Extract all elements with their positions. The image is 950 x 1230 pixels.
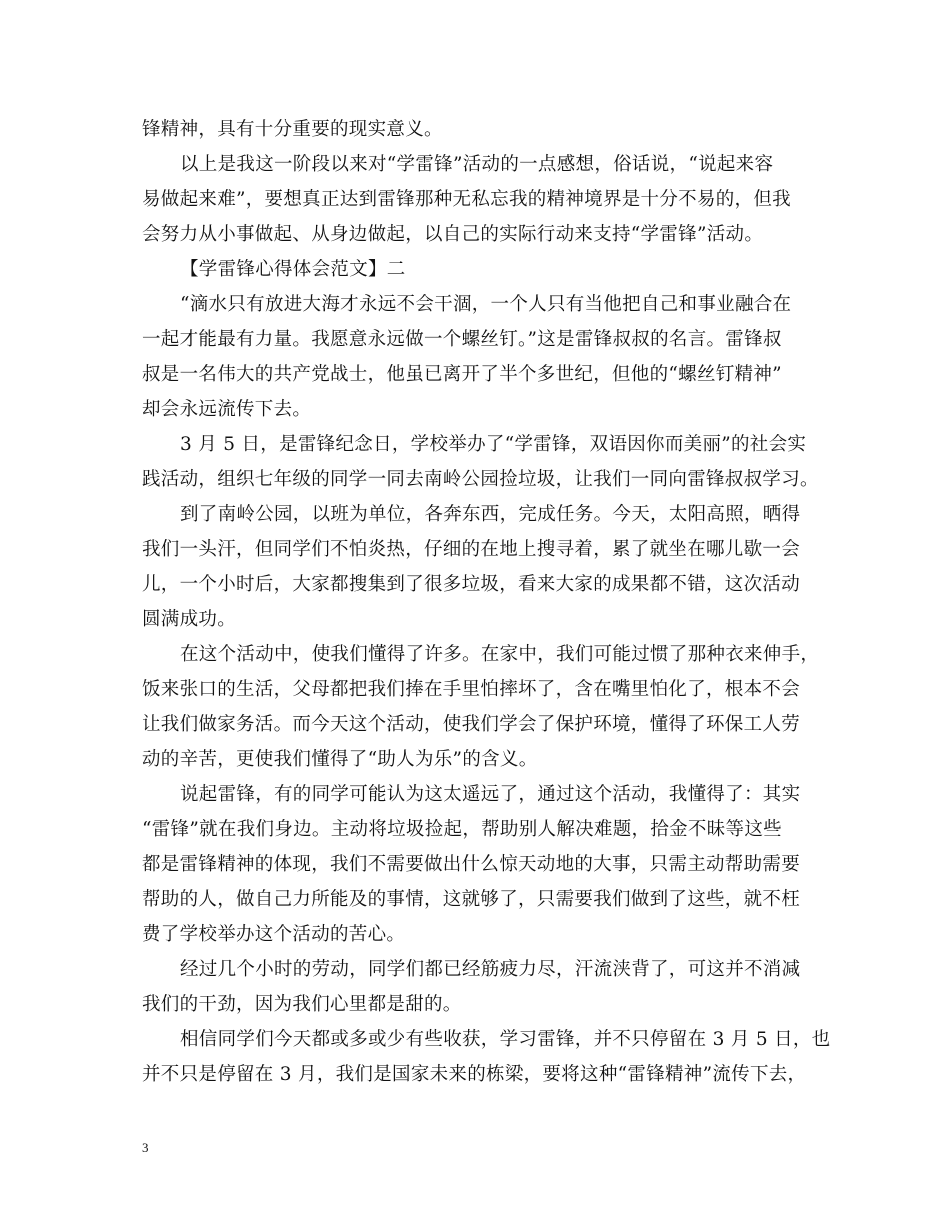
body-line: 我们的干劲，因为我们心里都是甜的。: [142, 994, 462, 1015]
body-line: 费了学校举办这个活动的苦心。: [142, 924, 406, 945]
body-line: 饭来张口的生活，父母都把我们捧在手里怕摔坏了，含在嘴里怕化了，根本不会: [142, 679, 801, 700]
body-line: 以上是我这一阶段以来对“学雷锋”活动的一点感想，俗话说，“说起来容: [180, 154, 774, 175]
body-line: 到了南岭公园，以班为单位，各奔东西，完成任务。今天，太阳高照，晒得: [180, 504, 801, 525]
body-line: 却会永远流传下去。: [142, 399, 312, 420]
body-line: 在这个活动中，使我们懂得了许多。在家中，我们可能过惯了那种衣来伸手，: [180, 644, 820, 665]
body-line: 践活动，组织七年级的同学一同去南岭公园捡垃圾，让我们一同向雷锋叔叔学习。: [142, 469, 819, 490]
body-line: 易做起来难”，要想真正达到雷锋那种无私忘我的精神境界是十分不易的，但我: [142, 189, 791, 210]
body-line: “雷锋”就在我们身边。主动将垃圾捡起，帮助别人解决难题，拾金不昧等这些: [142, 819, 782, 840]
body-line: 相信同学们今天都或多或少有些收获，学习雷锋，并不只停留在 3 月 5 日，也: [180, 1029, 831, 1050]
body-line: 经过几个小时的劳动，同学们都已经筋疲力尽，汗流浃背了，可这并不消减: [180, 959, 801, 980]
body-line: 让我们做家务活。而今天这个活动，使我们学会了保护环境，懂得了环保工人劳: [142, 714, 801, 735]
body-line: 说起雷锋，有的同学可能认为这太遥远了，通过这个活动，我懂得了：其实: [180, 784, 801, 805]
body-line: 动的辛苦，更使我们懂得了“助人为乐”的含义。: [142, 749, 538, 770]
body-line: 3 月 5 日，是雷锋纪念日，学校举办了“学雷锋，双语因你而美丽”的社会实: [180, 434, 807, 455]
body-line: 会努力从小事做起、从身边做起，以自己的实际行动来支持“学雷锋”活动。: [142, 224, 764, 245]
body-line: 帮助的人，做自己力所能及的事情，这就够了，只需要我们做到了这些，就不枉: [142, 889, 801, 910]
page-number: 3: [142, 1140, 149, 1155]
body-line: 一起才能最有力量。我愿意永远做一个螺丝钉。”这是雷锋叔叔的名言。雷锋叔: [142, 329, 782, 350]
body-line: 儿，一个小时后，大家都搜集到了很多垃圾，看来大家的成果都不错，这次活动: [142, 574, 801, 595]
body-line: 锋精神，具有十分重要的现实意义。: [142, 119, 443, 140]
body-line: 叔是一名伟大的共产党战士，他虽已离开了半个多世纪，但他的“螺丝钉精神”: [142, 364, 782, 385]
body-line: 我们一头汗，但同学们不怕炎热，仔细的在地上搜寻着，累了就坐在哪儿歇一会: [142, 539, 801, 560]
body-line: 并不只是停留在 3 月，我们是国家未来的栋梁，要将这种“雷锋精神”流传下去，: [142, 1064, 807, 1085]
body-line: 都是雷锋精神的体现，我们不需要做出什么惊天动地的大事，只需主动帮助需要: [142, 854, 801, 875]
section-heading: 【学雷锋心得体会范文】二: [180, 259, 406, 280]
body-line: “滴水只有放进大海才永远不会干涸，一个人只有当他把自己和事业融合在: [180, 294, 792, 315]
body-line: 圆满成功。: [142, 609, 237, 630]
